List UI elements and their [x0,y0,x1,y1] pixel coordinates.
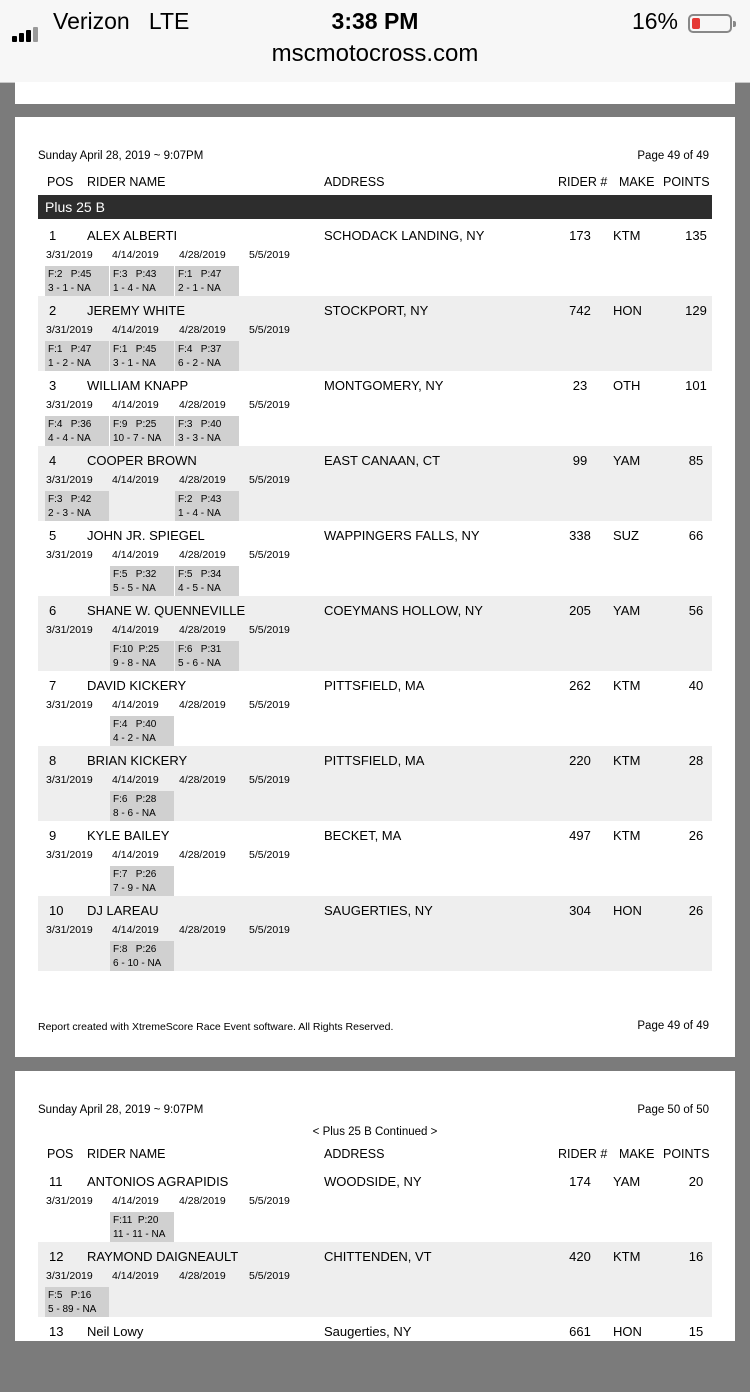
rider-name: RAYMOND DAIGNEAULT [87,1249,239,1264]
race-result-box [45,416,109,446]
finish-points: F:4 P:37 [178,344,222,355]
rider-number: 420 [569,1249,591,1264]
rider-number: 173 [569,228,591,243]
status-bar [0,0,750,83]
rider-address: MONTGOMERY, NY [324,378,444,393]
race-date: 5/5/2019 [249,849,290,861]
col-pos: POS [47,1147,74,1161]
finish-points: F:2 P:45 [48,269,92,280]
col-make: MAKE [619,1147,655,1161]
race-date: 5/5/2019 [249,774,290,786]
rider-name: JEREMY WHITE [87,303,185,318]
rider-number: 338 [569,528,591,543]
col-rider-name: RIDER NAME [87,1147,166,1161]
rider-number: 262 [569,678,591,693]
rider-points: 129 [685,303,707,318]
rider-position: 13 [49,1324,64,1339]
race-date: 3/31/2019 [46,1195,93,1207]
rider-address: SAUGERTIES, NY [324,903,433,918]
race-result-box [45,341,109,371]
race-date: 3/31/2019 [46,1270,93,1282]
moto-detail: 2 - 1 - NA [178,283,221,294]
rider-make: KTM [613,828,641,843]
race-date: 4/14/2019 [112,699,159,711]
moto-detail: 5 - 6 - NA [178,658,221,669]
moto-detail: 9 - 8 - NA [113,658,156,669]
race-date: 4/28/2019 [179,399,226,411]
race-date: 5/5/2019 [249,1270,290,1282]
rider-position: 1 [49,228,57,243]
rider-number: 742 [569,303,591,318]
page-number: Page 49 of 49 [637,150,709,162]
race-date: 3/31/2019 [46,399,93,411]
rider-entry [38,746,712,821]
race-result-box [175,566,239,596]
rider-name: Neil Lowy [87,1324,144,1339]
col-pos: POS [47,175,74,189]
moto-detail: 6 - 10 - NA [113,958,162,969]
rider-name: DJ LAREAU [87,903,159,918]
race-date: 5/5/2019 [249,324,290,336]
race-result-box [110,341,174,371]
rider-make: KTM [613,228,641,243]
footer-credit: Report created with XtremeScore Race Event software. All Rights Reserved. [38,1021,394,1033]
rider-position: 8 [49,753,57,768]
finish-points: F:4 P:36 [48,419,92,430]
rider-points: 66 [688,528,704,543]
rider-name: KYLE BAILEY [87,828,170,843]
rider-address: EAST CANAAN, CT [324,453,441,468]
race-date: 4/28/2019 [179,624,226,636]
moto-detail: 10 - 7 - NA [113,433,162,444]
race-result-box [45,491,109,521]
finish-points: F:1 P:45 [113,344,157,355]
rider-name: ALEX ALBERTI [87,228,178,243]
race-date: 3/31/2019 [46,774,93,786]
moto-detail: 1 - 4 - NA [178,508,221,519]
rider-points: 135 [685,228,707,243]
moto-detail: 7 - 9 - NA [113,883,156,894]
rider-position: 3 [49,378,57,393]
rider-points: 85 [688,453,704,468]
rider-name: SHANE W. QUENNEVILLE [87,603,246,618]
address-bar-url[interactable]: mscmotocross.com [271,40,479,67]
race-date: 5/5/2019 [249,549,290,561]
battery-icon [688,14,732,33]
rider-number: 23 [572,378,588,393]
rider-position: 11 [49,1174,63,1189]
rider-position: 7 [49,678,57,693]
race-date: 3/31/2019 [46,324,93,336]
col-address: ADDRESS [324,175,385,189]
moto-detail: 1 - 2 - NA [48,358,91,369]
finish-points: F:5 P:34 [178,569,222,580]
col-address: ADDRESS [324,1147,385,1161]
race-result-box [175,341,239,371]
rider-points: 56 [688,603,704,618]
finish-points: F:5 P:16 [48,1290,92,1301]
rider-entry [38,221,712,296]
finish-points: F:1 P:47 [178,269,222,280]
rider-points: 20 [688,1174,704,1189]
rider-entry [38,896,712,971]
race-date: 4/14/2019 [112,549,159,561]
rider-entry [38,596,712,671]
moto-detail: 6 - 2 - NA [178,358,221,369]
race-date: 4/28/2019 [179,324,226,336]
rider-position: 10 [49,903,64,918]
moto-detail: 11 - 11 - NA [113,1229,166,1240]
rider-number: 174 [569,1174,591,1189]
rider-make: KTM [613,1249,641,1264]
finish-points: F:11 P:20 [113,1215,159,1226]
rider-number: 220 [569,753,591,768]
rider-position: 12 [49,1249,64,1264]
rider-name: ANTONIOS AGRAPIDIS [87,1174,229,1189]
rider-address: WOODSIDE, NY [324,1174,422,1189]
race-date: 4/14/2019 [112,474,159,486]
col-rider-name: RIDER NAME [87,175,166,189]
moto-detail: 4 - 5 - NA [178,583,221,594]
rider-name: DAVID KICKERY [87,678,187,693]
rider-address: Saugerties, NY [324,1324,412,1339]
race-date: 4/28/2019 [179,849,226,861]
race-date: 3/31/2019 [46,474,93,486]
race-date: 3/31/2019 [46,924,93,936]
race-result-box [110,266,174,296]
race-date: 5/5/2019 [249,474,290,486]
race-result-box [110,416,174,446]
rider-position: 6 [49,603,57,618]
moto-detail: 5 - 5 - NA [113,583,156,594]
rider-number: 205 [569,603,591,618]
finish-points: F:7 P:26 [113,869,157,880]
moto-detail: 4 - 2 - NA [113,733,156,744]
race-date: 5/5/2019 [249,699,290,711]
race-date: 4/14/2019 [112,624,159,636]
finish-points: F:6 P:31 [178,644,222,655]
col-points: POINTS [663,175,710,189]
rider-points: 40 [688,678,704,693]
race-result-box [45,266,109,296]
race-date: 4/28/2019 [179,1195,226,1207]
rider-address: CHITTENDEN, VT [324,1249,432,1264]
rider-address: SCHODACK LANDING, NY [324,228,485,243]
race-result-box [110,566,174,596]
carrier-label: Verizon LTE [53,8,190,34]
race-date: 3/31/2019 [46,249,93,261]
race-date: 4/14/2019 [112,1270,159,1282]
clock: 3:38 PM [331,8,419,34]
rider-make: KTM [613,753,641,768]
race-date: 4/28/2019 [179,474,226,486]
rider-entry [38,371,712,446]
rider-name: BRIAN KICKERY [87,753,188,768]
rider-points: 28 [688,753,704,768]
report-datetime: Sunday April 28, 2019 ~ 9:07PM [38,1104,204,1116]
rider-entry [38,671,712,746]
race-result-box [110,716,174,746]
continued-label: < Plus 25 B Continued > [312,1126,438,1138]
race-date: 5/5/2019 [249,624,290,636]
rider-number: 661 [569,1324,591,1339]
finish-points: F:8 P:26 [113,944,157,955]
moto-detail: 4 - 4 - NA [48,433,91,444]
race-date: 3/31/2019 [46,549,93,561]
finish-points: F:3 P:40 [178,419,222,430]
col-rider-num: RIDER # [558,175,608,189]
rider-make: KTM [613,678,641,693]
race-date: 4/14/2019 [112,249,159,261]
rider-make: YAM [613,453,641,468]
rider-position: 5 [49,528,57,543]
rider-points: 16 [688,1249,704,1264]
rider-name: WILLIAM KNAPP [87,378,189,393]
race-date: 3/31/2019 [46,699,93,711]
moto-detail: 5 - 89 - NA [48,1304,97,1315]
rider-make: OTH [613,378,641,393]
race-result-box [110,941,174,971]
moto-detail: 3 - 1 - NA [48,283,91,294]
finish-points: F:1 P:47 [48,344,92,355]
rider-position: 9 [49,828,57,843]
rider-address: BECKET, MA [324,828,402,843]
rider-points: 26 [688,903,704,918]
rider-entry [38,1167,712,1242]
rider-address: PITTSFIELD, MA [324,678,425,693]
rider-address: COEYMANS HOLLOW, NY [324,603,483,618]
finish-points: F:3 P:43 [113,269,157,280]
rider-entry [38,521,712,596]
race-result-box [175,266,239,296]
race-result-box [110,641,174,671]
moto-detail: 1 - 4 - NA [113,283,156,294]
rider-make: HON [613,1324,642,1339]
rider-number: 497 [569,828,591,843]
moto-detail: 2 - 3 - NA [48,508,91,519]
race-date: 4/14/2019 [112,774,159,786]
rider-entry [38,296,712,371]
race-date: 4/14/2019 [112,1195,159,1207]
finish-points: F:10 P:25 [113,644,160,655]
report-page-49 [15,117,735,1057]
rider-position: 2 [49,303,57,318]
rider-address: WAPPINGERS FALLS, NY [324,528,480,543]
race-date: 4/14/2019 [112,324,159,336]
race-date: 4/14/2019 [112,924,159,936]
page-number: Page 50 of 50 [637,1104,709,1116]
rider-position: 4 [49,453,57,468]
rider-entry [38,1242,712,1317]
race-result-box [110,1212,174,1242]
battery-percent: 16% [631,8,678,34]
rider-name: JOHN JR. SPIEGEL [87,528,205,543]
col-make: MAKE [619,175,655,189]
moto-detail: 3 - 1 - NA [113,358,156,369]
finish-points: F:3 P:42 [48,494,92,505]
race-result-box [45,1287,109,1317]
race-date: 5/5/2019 [249,924,290,936]
moto-detail: 3 - 3 - NA [178,433,221,444]
rider-make: HON [613,903,642,918]
race-date: 4/14/2019 [112,399,159,411]
race-date: 4/28/2019 [179,774,226,786]
race-result-box [175,641,239,671]
race-date: 3/31/2019 [46,624,93,636]
rider-points: 26 [688,828,704,843]
race-date: 3/31/2019 [46,849,93,861]
rider-make: YAM [613,603,641,618]
race-date: 4/28/2019 [179,249,226,261]
race-result-box [110,791,174,821]
race-date: 4/28/2019 [179,549,226,561]
finish-points: F:9 P:25 [113,419,157,430]
race-date: 4/28/2019 [179,1270,226,1282]
report-page-50 [15,1071,735,1341]
footer-page-number: Page 49 of 49 [637,1020,709,1032]
race-result-box [175,416,239,446]
race-date: 5/5/2019 [249,1195,290,1207]
rider-entry [38,446,712,521]
race-result-box [175,491,239,521]
rider-entry [38,1317,712,1392]
rider-address: STOCKPORT, NY [324,303,429,318]
page-48-tail [15,82,735,104]
finish-points: F:6 P:28 [113,794,157,805]
race-date: 5/5/2019 [249,249,290,261]
rider-make: YAM [613,1174,641,1189]
moto-detail: 8 - 6 - NA [113,808,156,819]
rider-points: 101 [685,378,707,393]
rider-name: COOPER BROWN [87,453,197,468]
race-date: 4/28/2019 [179,924,226,936]
finish-points: F:5 P:32 [113,569,157,580]
rider-points: 15 [688,1324,704,1339]
report-datetime: Sunday April 28, 2019 ~ 9:07PM [38,150,204,162]
rider-make: HON [613,303,642,318]
finish-points: F:2 P:43 [178,494,222,505]
rider-address: PITTSFIELD, MA [324,753,425,768]
rider-number: 99 [572,453,588,468]
col-points: POINTS [663,1147,710,1161]
col-rider-num: RIDER # [558,1147,608,1161]
race-date: 4/28/2019 [179,699,226,711]
class-header: Plus 25 B [38,195,712,219]
rider-make: SUZ [613,528,639,543]
race-date: 5/5/2019 [249,399,290,411]
race-result-box [110,866,174,896]
race-date: 4/14/2019 [112,849,159,861]
rider-number: 304 [569,903,591,918]
rider-entry [38,821,712,896]
finish-points: F:4 P:40 [113,719,157,730]
